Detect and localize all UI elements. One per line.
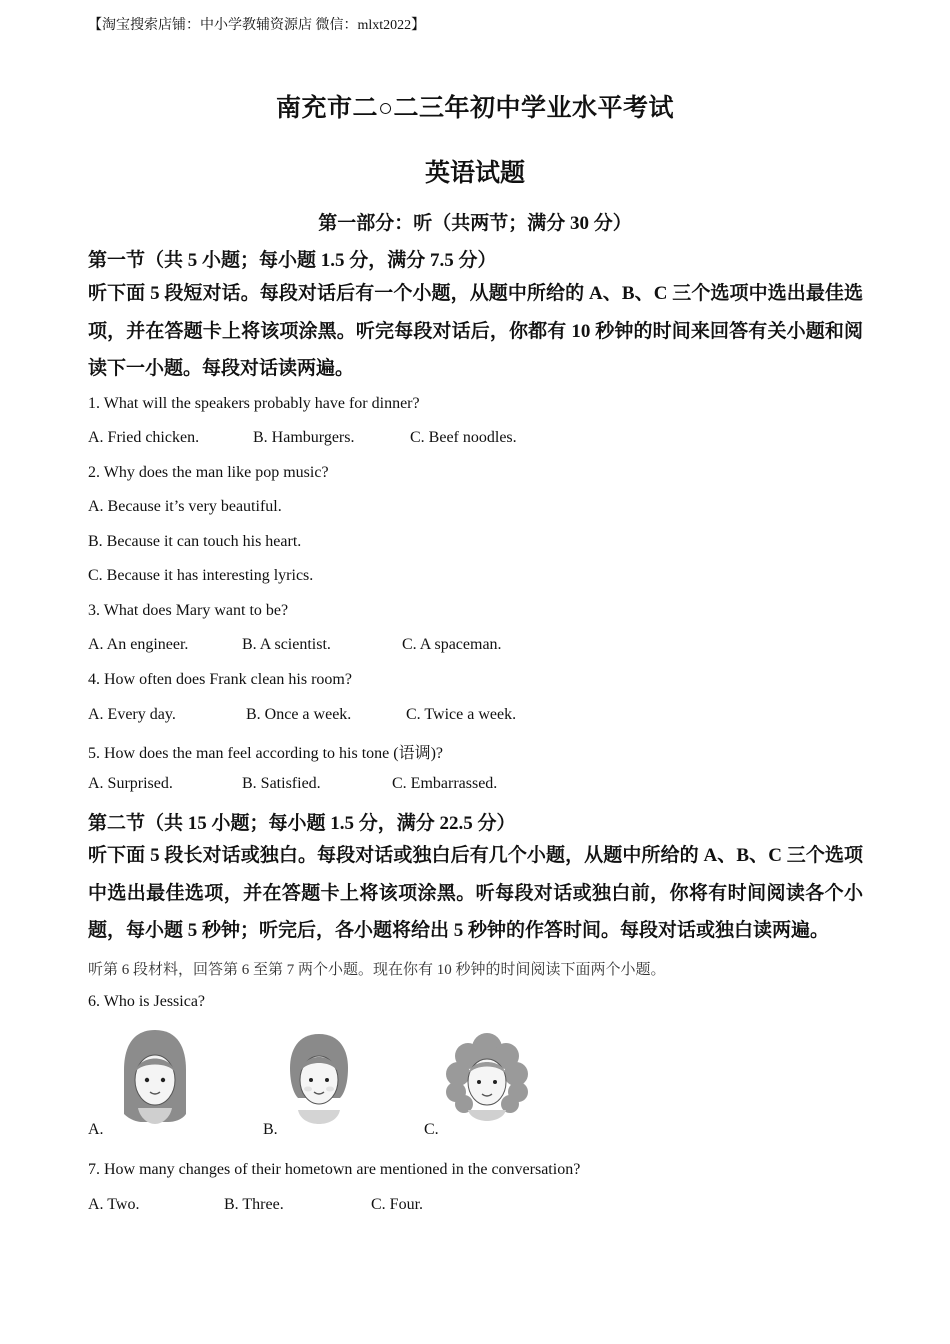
q6-option-a-label: A.: [88, 1121, 104, 1138]
q2-option-c: C. Because it has interesting lyrics.: [88, 567, 314, 584]
q2-option-a: A. Because it’s very beautiful.: [88, 498, 282, 515]
question-2: 2. Why does the man like pop music?: [88, 464, 329, 481]
q5-option-a: A. Surprised.: [88, 775, 173, 792]
q7-option-b: B. Three.: [224, 1196, 284, 1213]
q1-option-c: C. Beef noodles.: [410, 429, 517, 446]
exam-subtitle: 英语试题: [424, 160, 525, 187]
header-note: 【淘宝搜索店铺：中小学教辅资源店 微信：mlxt2022】: [88, 18, 426, 33]
section2-note: 听第 6 段材料，回答第 6 至第 7 两个小题。现在你有 10 秒钟的时间阅读下面两个小题。: [88, 962, 666, 978]
q1-option-b: B. Hamburgers.: [253, 429, 355, 446]
q3-option-a: A. An engineer.: [88, 636, 189, 653]
q3-option-c: C. A spaceman.: [402, 636, 502, 653]
q7-option-c: C. Four.: [371, 1196, 424, 1213]
question-7: 7. How many changes of their hometown are mentioned in the conversation?: [88, 1161, 581, 1178]
girl-short-hair-picture: [284, 1032, 354, 1126]
question-4: 4. How often does Frank clean his room?: [88, 671, 352, 688]
question-5: 5. How does the man feel according to his tone (语调)?: [88, 745, 444, 762]
section2-instruction: 听下面 5 段长对话或独白。每段对话或独白后有几个小题，从题中所给的 A、B、C 三个选项中选出最佳选项，并在答题卡上将该项涂黑。听每段对话或独白前，你将有时间阅读各个小题，每小题 5 秒钟；听完后，各小题将给出 5 秒钟的作答时间。每段对话或独白读两遍。: [88, 845, 863, 941]
section1-instruction: 听下面 5 段短对话。每段对话后有一个小题，从题中所给的 A、B、C 三个选项中选出最佳选项，并在答题卡上将该项涂黑。听完每段对话后，你都有 10 秒钟的时间来回答有关小题和阅读下一小题。每段对话读两遍。: [88, 283, 863, 379]
q7-option-a: A. Two.: [88, 1196, 140, 1213]
section2-title: 第二节（共 15 小题；每小题 1.5 分，满分 22.5 分）: [88, 813, 516, 834]
q3-option-b: B. A scientist.: [242, 636, 331, 653]
question-3: 3. What does Mary want to be?: [88, 602, 289, 619]
exam-title: 南充市二○二三年初中学业水平考试: [275, 95, 675, 122]
part1-title: 第一部分：听（共两节；满分 30 分）: [318, 213, 632, 234]
girl-curly-hair-picture: [444, 1032, 530, 1122]
question-1: 1. What will the speakers probably have for dinner?: [88, 395, 420, 412]
q2-option-b: B. Because it can touch his heart.: [88, 533, 302, 550]
q6-option-b-label: B.: [263, 1121, 278, 1138]
q5-option-b: B. Satisfied.: [242, 775, 321, 792]
q4-option-b: B. Once a week.: [246, 706, 352, 723]
q4-option-a: A. Every day.: [88, 706, 176, 723]
girl-long-hair-picture: [118, 1028, 192, 1126]
q6-option-c-label: C.: [424, 1121, 439, 1138]
q5-option-c: C. Embarrassed.: [392, 775, 498, 792]
q1-option-a: A. Fried chicken.: [88, 429, 200, 446]
section1-title: 第一节（共 5 小题；每小题 1.5 分，满分 7.5 分）: [88, 250, 497, 271]
q4-option-c: C. Twice a week.: [406, 706, 517, 723]
question-6: 6. Who is Jessica?: [88, 993, 206, 1010]
